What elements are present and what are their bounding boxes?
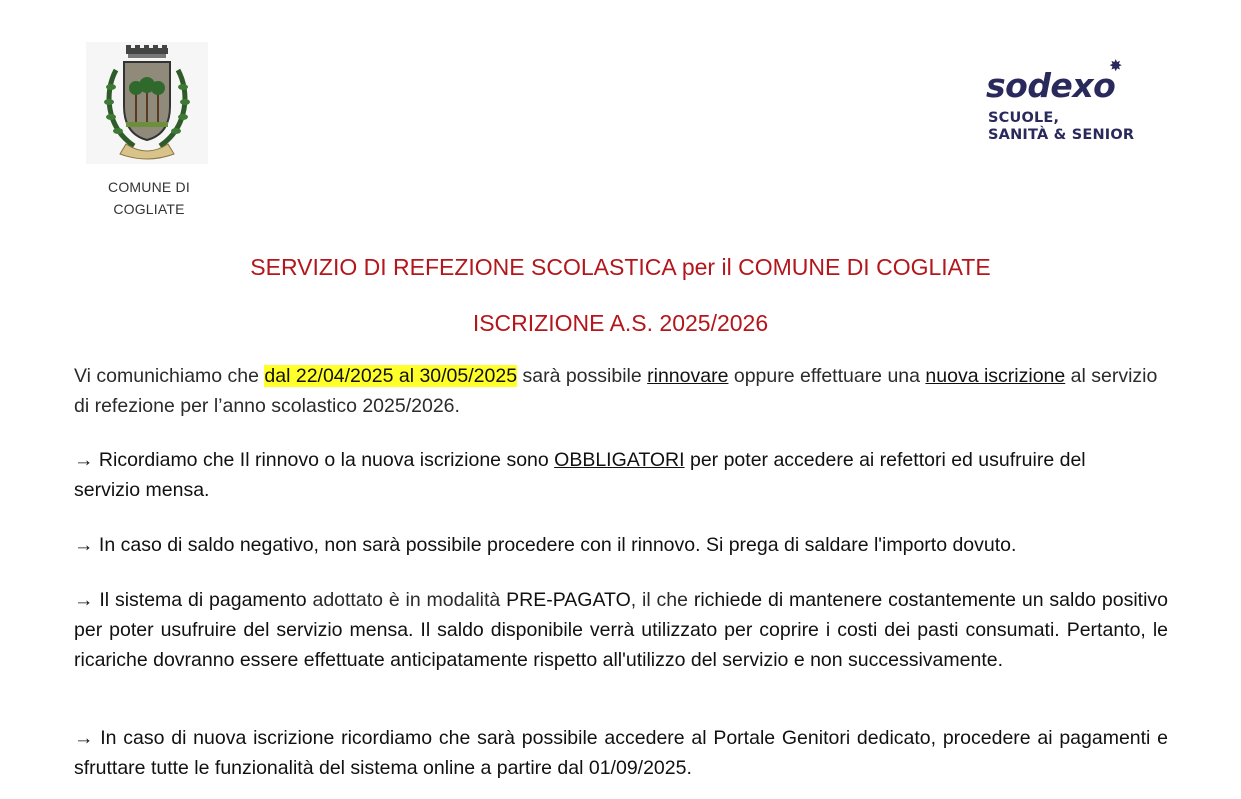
star-icon: ✸ [1109,58,1123,75]
mandatory-paragraph [74,445,1114,505]
payment-system-paragraph [74,585,1168,675]
mandatory-underlined: OBBLIGATORI [554,449,685,471]
coat-of-arms-icon [86,42,208,164]
sodexo-tagline [988,110,1134,144]
renew-underlined: rinnovare [647,365,729,387]
intro-text-3: oppure effettuare una [728,365,926,387]
municipality-label [84,176,214,220]
payment-text-4: richiede di mantenere costantemente un saldo positivo per poter usufruire del servizio mensa. Il saldo disponibile verrà utilizzato per coprire i costi dei pasti consumati. Pertanto, le ricariche dovranno essere effettuate anticipatamente rispetto all'utilizzo del servizio e non successivamente. [74,589,1168,671]
prepaid-label: PRE-PAGATO [506,589,631,611]
payment-text-3: , il che [630,589,694,611]
coat-of-arms-logo [86,42,208,164]
new-registration-underlined: nuova iscrizione [925,365,1066,387]
intro-paragraph [74,361,1168,421]
intro-text-1: Vi comunichiamo che [74,365,265,387]
parent-portal-paragraph: → In caso di nuova iscrizione ricordiamo che sarà possibile accedere al Portale Genitori dedicato, procedere ai pagamenti e sfruttare tutte le funzionalità del sistema online a partire dal 01/09/2025. [74,727,1168,779]
mandatory-text-2: per poter accedere ai refettori ed usufruire del servizio mensa. [74,449,1086,501]
payment-text-2: adottato è in modalità [306,589,507,611]
municipality-label-line1: COMUNE DI [108,179,190,195]
payment-text-1: → Il sistema di pagamento [74,589,307,611]
sodexo-wordmark: sodexo [986,66,1116,105]
mandatory-text-1: → Ricordiamo che Il rinnovo o la nuova iscrizione sono [74,449,555,471]
registration-dates-highlight: dal 22/04/2025 al 30/05/2025 [264,365,518,387]
sodexo-tagline-line2: SANITÀ & SENIOR [988,127,1135,143]
negative-balance-paragraph: → In caso di saldo negativo, non sarà possibile procedere con il rinnovo. Si prega di saldare l'importo dovuto. [74,534,1017,556]
intro-text-4: al servizio di refezione per l’anno scolastico 2025/2026. [74,365,1158,417]
sodexo-logo [986,56,1156,146]
document-subtitle: ISCRIZIONE A.S. 2025/2026 [472,310,769,336]
document-title: SERVIZIO DI REFEZIONE SCOLASTICA per il COMUNE DI COGLIATE [250,254,991,280]
municipality-label-line2: COGLIATE [113,201,185,217]
intro-text-2: sarà possibile [517,365,648,387]
sodexo-tagline-line1: SCUOLE, [988,110,1060,126]
